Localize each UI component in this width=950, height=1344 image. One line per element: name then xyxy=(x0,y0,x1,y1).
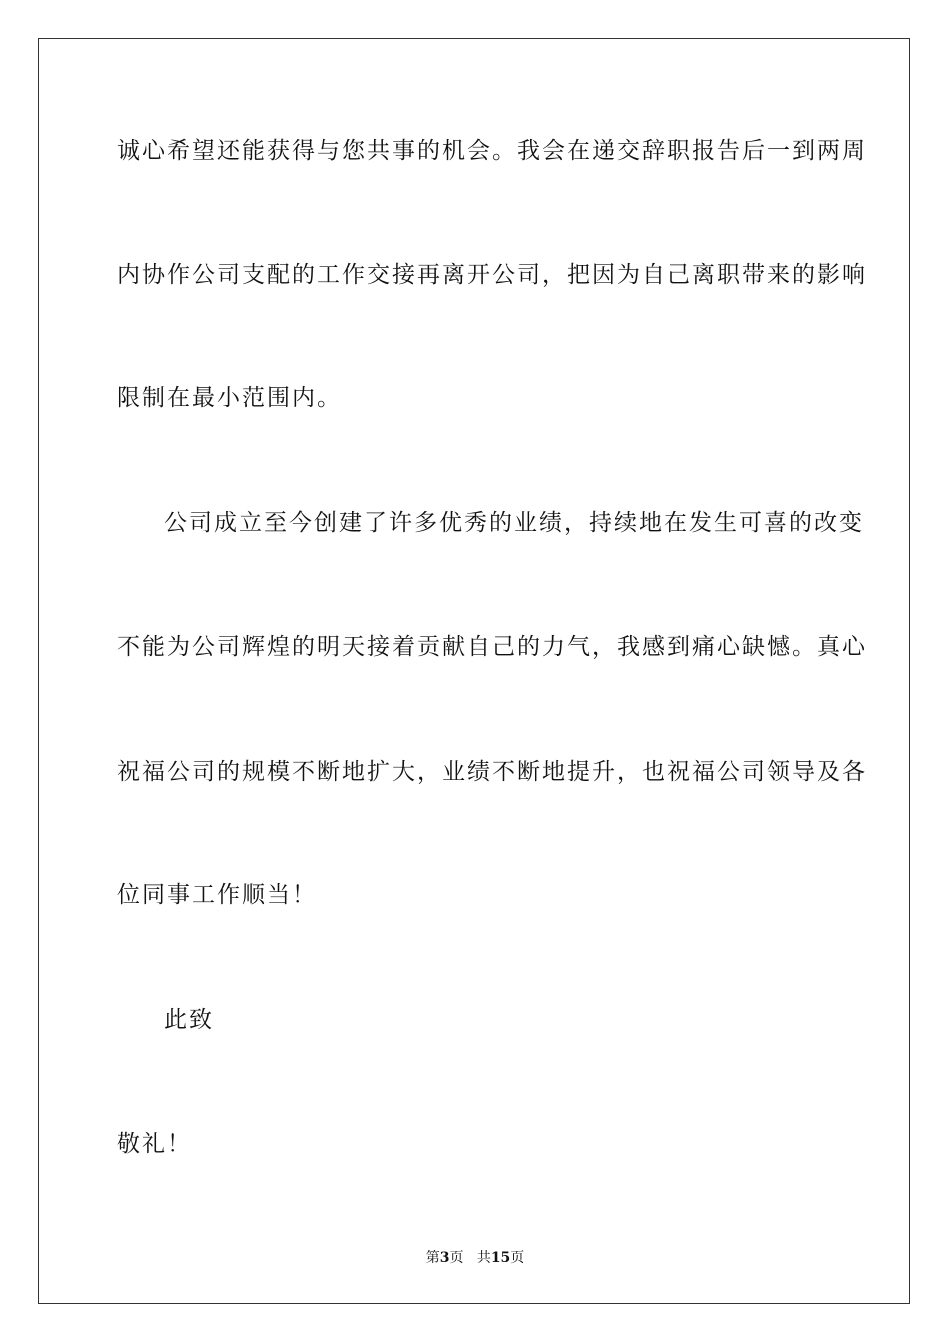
paragraph-2-line-3: 祝福公司的规模不断地扩大，业绩不断地提升，也祝福公司领导及各 xyxy=(117,759,867,785)
page-suffix: 页 xyxy=(449,1250,464,1266)
page-prefix: 第 xyxy=(425,1250,440,1266)
paragraph-2-line-4: 位同事工作顺当！ xyxy=(117,882,317,908)
page-total: 15 xyxy=(490,1250,511,1266)
page-border xyxy=(38,38,910,1304)
closing-regards: 敬礼！ xyxy=(117,1131,192,1157)
total-suffix: 页 xyxy=(510,1250,525,1266)
closing-salutation: 此致 xyxy=(164,1007,214,1033)
page-current: 3 xyxy=(439,1250,450,1266)
total-prefix: 共 xyxy=(476,1250,491,1266)
body-line-1: 诚心希望还能获得与您共事的机会。我会在递交辞职报告后一到两周 xyxy=(117,138,867,164)
paragraph-2-line-1: 公司成立至今创建了许多优秀的业绩，持续地在发生可喜的改变 xyxy=(164,510,864,536)
paragraph-2-line-2: 不能为公司辉煌的明天接着贡献自己的力气，我感到痛心缺憾。真心 xyxy=(117,634,867,660)
page-number-footer xyxy=(0,1247,950,1267)
body-line-3: 限制在最小范围内。 xyxy=(117,385,342,411)
body-line-2: 内协作公司支配的工作交接再离开公司，把因为自己离职带来的影响 xyxy=(117,262,867,288)
